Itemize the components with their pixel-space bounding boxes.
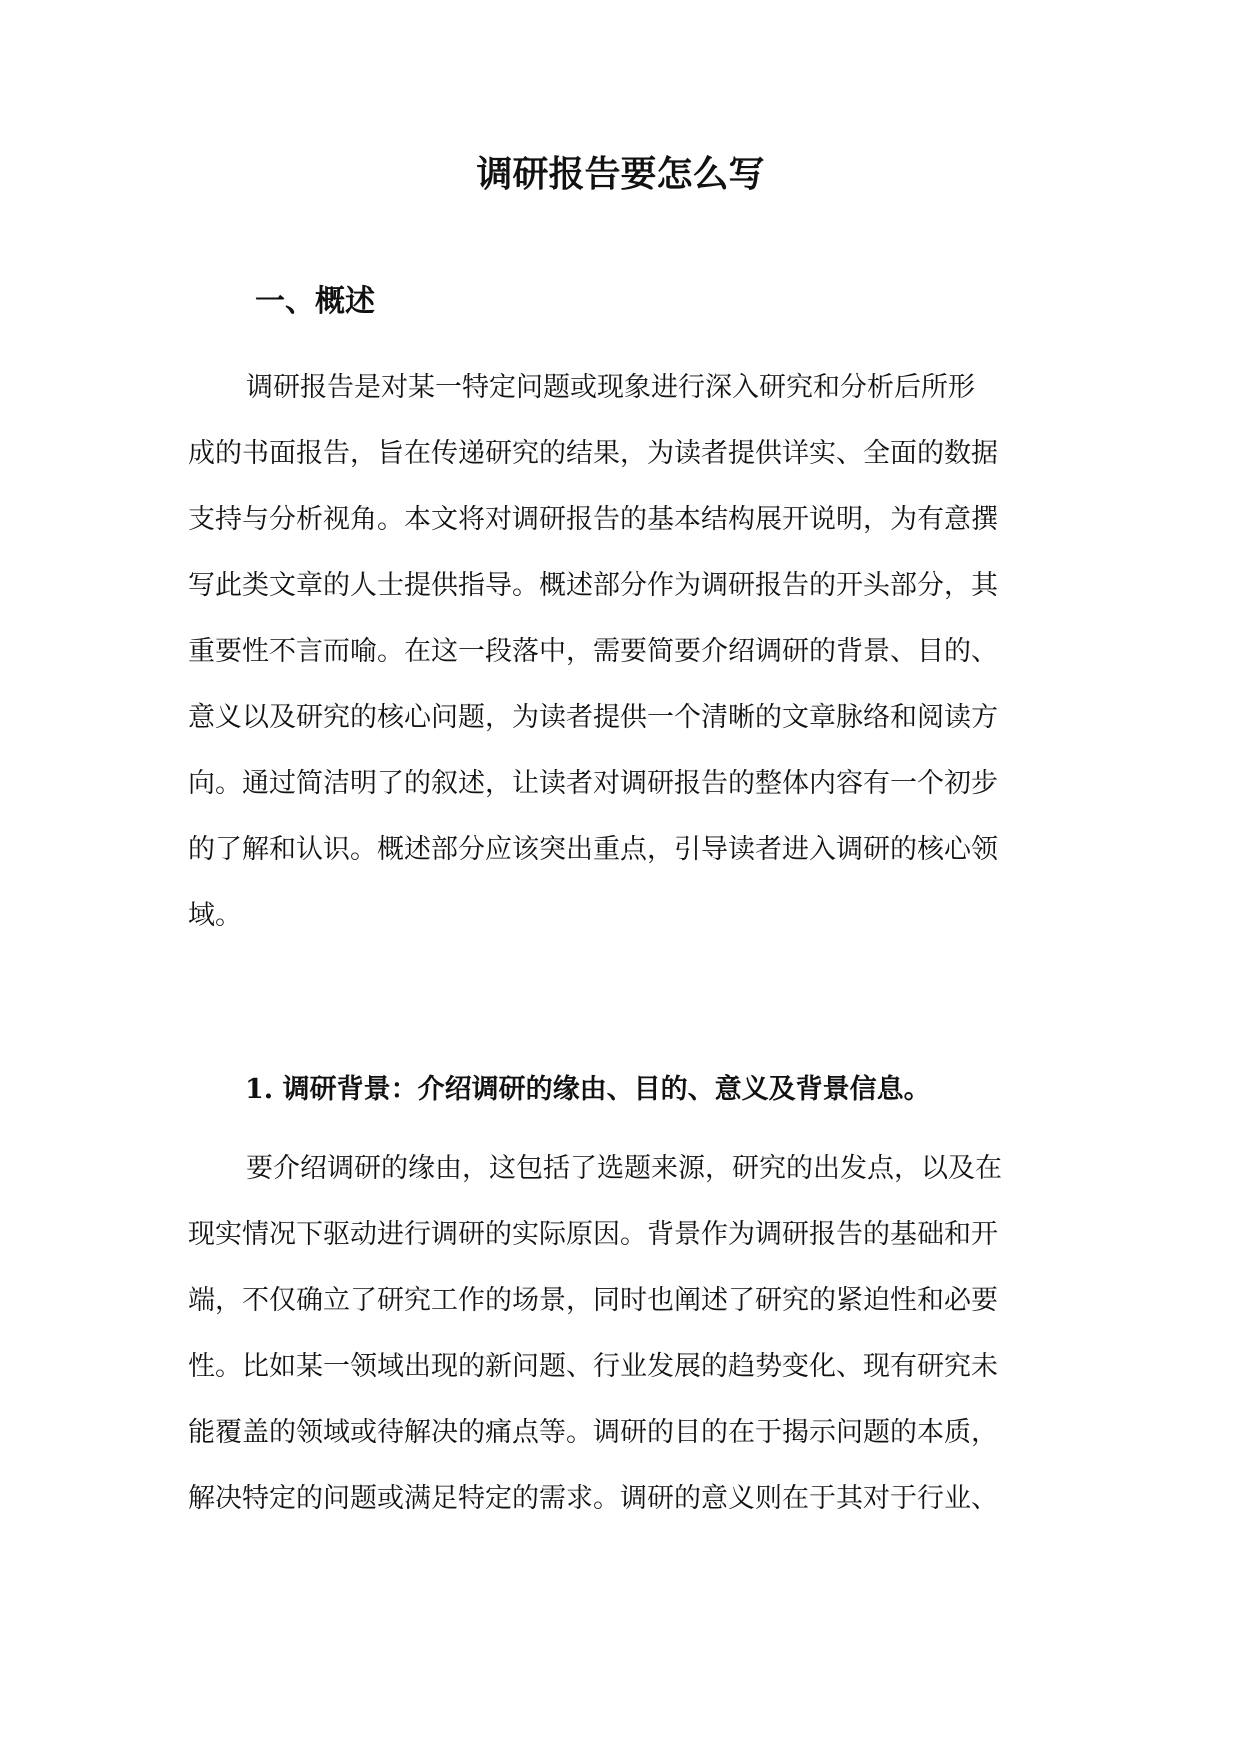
subsection-heading-background: 1. 调研背景：介绍调研的缘由、目的、意义及背景信息。: [245, 1074, 931, 1105]
paragraph-line: 要介绍调研的缘由，这包括了选题来源，研究的出发点，以及在: [246, 1153, 1002, 1184]
paragraph-line: 性。比如某一领域出现的新问题、行业发展的趋势变化、现有研究未: [188, 1351, 998, 1382]
paragraph-line: 意义以及研究的核心问题，为读者提供一个清晰的文章脉络和阅读方: [188, 702, 998, 733]
paragraph-line: 支持与分析视角。本文将对调研报告的基本结构展开说明，为有意撰: [188, 504, 998, 535]
paragraph-line: 解决特定的问题或满足特定的需求。调研的意义则在于其对于行业、: [188, 1483, 998, 1514]
paragraph-line: 现实情况下驱动进行调研的实际原因。背景作为调研报告的基础和开: [188, 1219, 998, 1250]
paragraph-line: 调研报告是对某一特定问题或现象进行深入研究和分析后所形: [246, 372, 975, 403]
paragraph-line: 写此类文章的人士提供指导。概述部分作为调研报告的开头部分，其: [188, 570, 998, 601]
paragraph-line: 域。: [188, 900, 242, 931]
paragraph-line: 能覆盖的领域或待解决的痛点等。调研的目的在于揭示问题的本质，: [188, 1417, 998, 1448]
paragraph-line: 端，不仅确立了研究工作的场景，同时也阐述了研究的紧迫性和必要: [188, 1285, 998, 1316]
paragraph-line: 成的书面报告，旨在传递研究的结果，为读者提供详实、全面的数据: [188, 438, 998, 469]
section-heading-overview: 一、概述: [255, 284, 375, 319]
document-title: 调研报告要怎么写: [476, 153, 765, 195]
paragraph-line: 重要性不言而喻。在这一段落中，需要简要介绍调研的背景、目的、: [188, 636, 998, 667]
paragraph-line: 的了解和认识。概述部分应该突出重点，引导读者进入调研的核心领: [188, 834, 998, 865]
background-paragraph: [188, 1136, 1068, 1532]
paragraph-line: 向。通过简洁明了的叙述，让读者对调研报告的整体内容有一个初步: [188, 768, 998, 799]
overview-paragraph: [188, 355, 1068, 949]
